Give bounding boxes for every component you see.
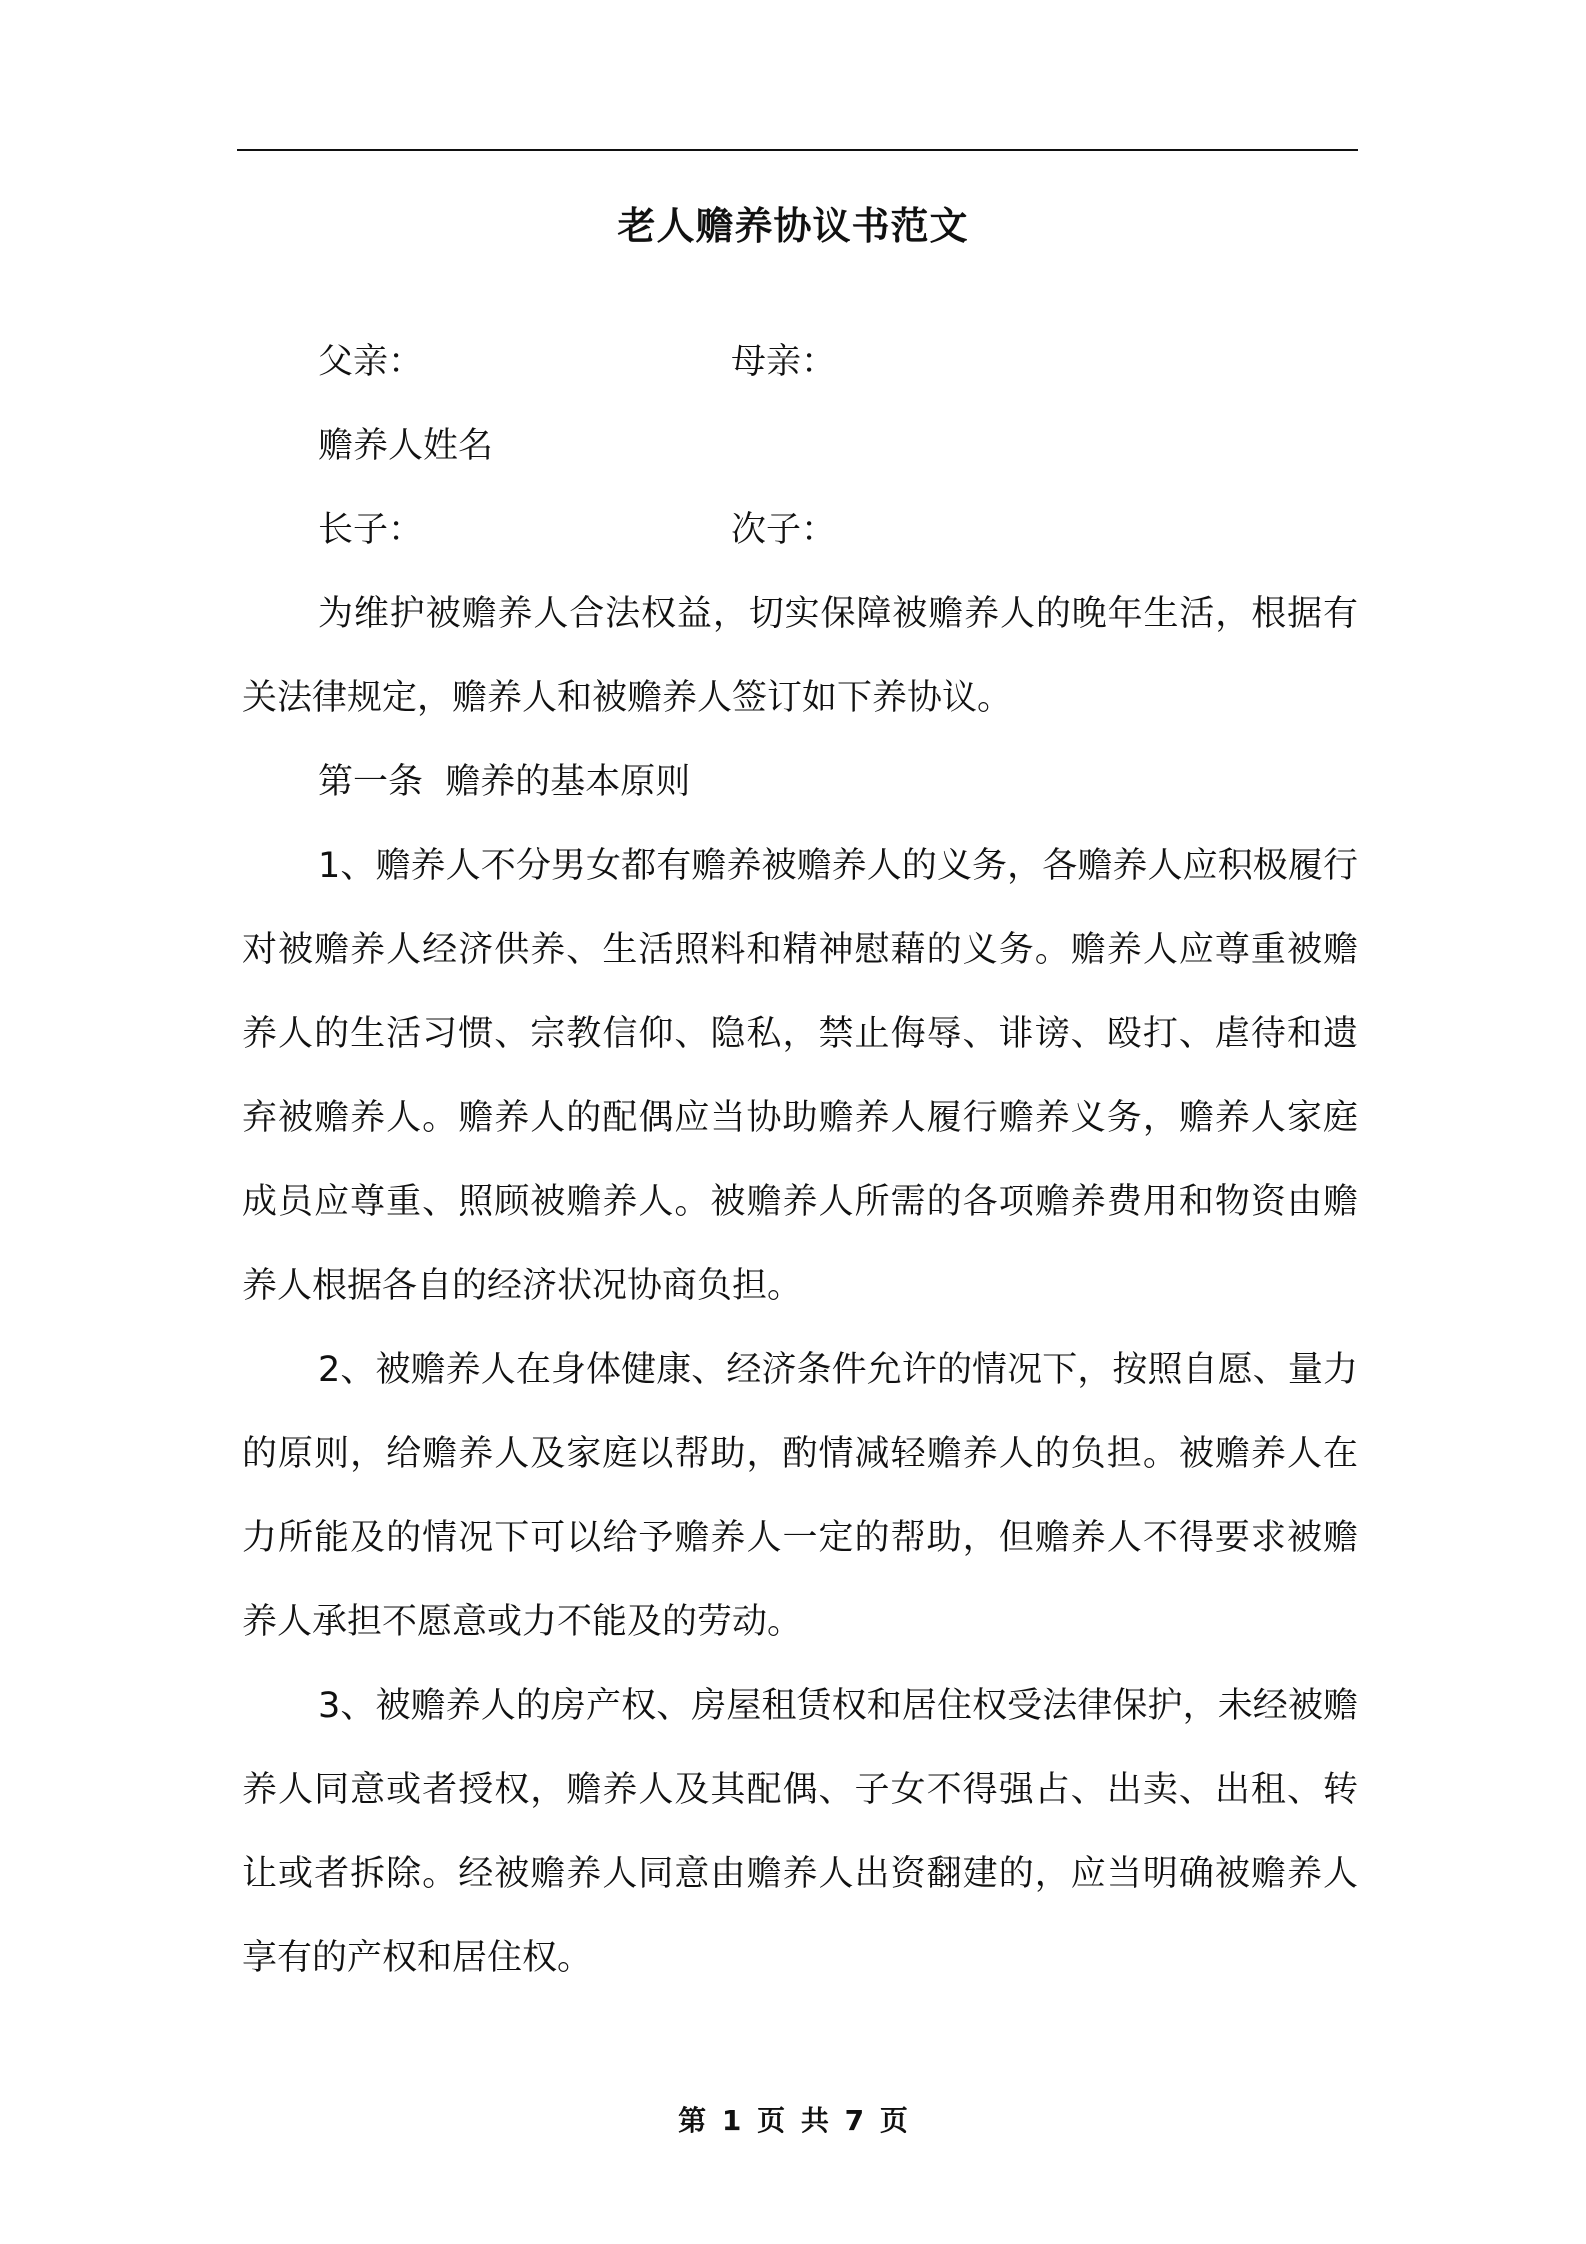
father-label: 父亲： — [318, 342, 424, 382]
eldest-son-label: 长子： — [318, 510, 424, 550]
supporter-name-label: 赡养人姓名 — [318, 426, 494, 466]
clause-2: 2、被赡养人在身体健康、经济条件允许的情况下，按照自愿、量力的原则，给赡养人及家庭以帮助，酌情减轻赡养人的负担。被赡养人在力所能及的情况下可以给予赡养人一定的帮助，但赡养人不得要求被赡养人承担不愿意或力不能及的劳动。 — [242, 1350, 1358, 1642]
mother-label: 母亲： — [731, 342, 837, 382]
clause-3: 3、被赡养人的房产权、房屋租赁权和居住权受法律保护，未经被赡养人同意或者授权，赡养人及其配偶、子女不得强占、出卖、出租、转让或者拆除。经被赡养人同意由赡养人出资翻建的，应当明确被赡养人享有的产权和居住权。 — [242, 1686, 1358, 1978]
document-body — [242, 320, 1358, 2000]
supporter-row — [242, 404, 1358, 488]
intro-paragraph: 为维护被赡养人合法权益，切实保障被赡养人的晚年生活，根据有关法律规定，赡养人和被赡养人签订如下养协议。 — [242, 594, 1358, 718]
parents-row — [242, 320, 1358, 404]
article-heading: 第一条 赡养的基本原则 — [318, 762, 691, 802]
document-title: 老人赡养协议书范文 — [617, 204, 969, 248]
clause-1: 1、赡养人不分男女都有赡养被赡养人的义务，各赡养人应积极履行对被赡养人经济供养、生活照料和精神慰藉的义务。赡养人应尊重被赡养人的生活习惯、宗教信仰、隐私，禁止侮辱、诽谤、殴打、虐待和遗弃被赡养人。赡养人的配偶应当协助赡养人履行赡养义务，赡养人家庭成员应尊重、照顾被赡养人。被赡养人所需的各项赡养费用和物资由赡养人根据各自的经济状况协商负担。 — [242, 846, 1358, 1306]
header-rule — [237, 149, 1358, 151]
second-son-label: 次子： — [731, 510, 837, 550]
sons-row — [242, 488, 1358, 572]
page-number: 第 1 页 共 7 页 — [678, 2104, 908, 2137]
